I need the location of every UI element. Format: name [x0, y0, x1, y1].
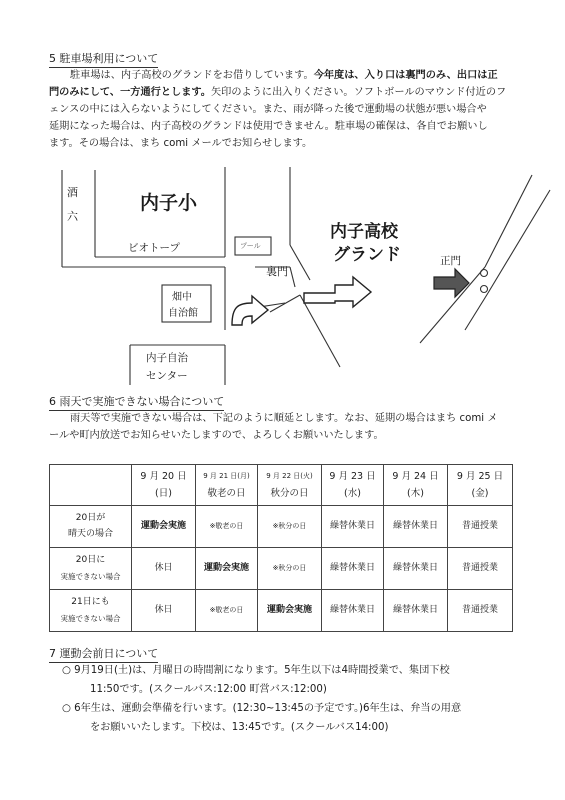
section5-heading: 5 駐車場利用について [49, 50, 158, 68]
table-cell: 繰替休業日 [322, 506, 384, 548]
entry-arrow [232, 296, 268, 325]
row-label-line1: 20日が [75, 513, 106, 523]
header-subtitle: 敬老の日 [207, 488, 246, 499]
map-label-ground-2: グランド [333, 245, 401, 265]
table-cell: 運動会実施 [132, 506, 196, 548]
schedule-table [49, 464, 513, 632]
section5-paragraph [49, 67, 514, 152]
table-cell: 繰替休業日 [322, 590, 384, 632]
map-label-main-gate: 正門 [440, 255, 461, 267]
row-label-line2: 実施できない場合 [60, 614, 121, 623]
bullet1-line2: 11:50です。(スクールバス:12:00 町営バス:12:00) [90, 684, 327, 695]
table-header-cell [322, 465, 384, 506]
table-cell: 休日 [132, 590, 196, 632]
map-label-ground-1: 内子高校 [330, 222, 398, 242]
header-date: 9 月 24 日 [392, 471, 439, 482]
table-header-cell [132, 465, 196, 506]
table-row [50, 590, 513, 632]
table-cell: ※敬老の日 [196, 590, 258, 632]
header-subtitle: (木) [407, 488, 424, 499]
para5-line1-bold: 今年度は、入り口は裏門のみ、出口は正 [313, 70, 498, 81]
map-label-sake1: 酒 [67, 186, 78, 199]
table-cell: ※秋分の日 [258, 506, 322, 548]
table-cell: 運動会実施 [196, 548, 258, 590]
header-subtitle: (水) [344, 488, 361, 499]
map-label-center-1: 内子自治 [146, 352, 188, 364]
table-row [50, 506, 513, 548]
table-header-row [50, 465, 513, 506]
para5-line1 [49, 67, 514, 84]
header-date: 9 月 25 日 [456, 471, 504, 482]
table-cell: 繰替休業日 [322, 548, 384, 590]
table-cell: 繰替休業日 [384, 506, 448, 548]
map-label-center-2: センター [146, 370, 188, 382]
map-label-biotope: ビオトープ [128, 242, 180, 254]
header-date: 9 月 20 日 [140, 471, 187, 482]
header-subtitle: 秋分の日 [270, 488, 309, 499]
row-label-line1: 21日にも [71, 597, 110, 607]
row-label-line2: 実施できない場合 [60, 572, 121, 581]
row-label-cell [50, 590, 132, 632]
bullet2-line2: をお願いいたします。下校は、13:45です。(スクールバス14:00) [90, 722, 389, 733]
table-cell: 普通授業 [448, 548, 513, 590]
bullet1-line1: ○ 9月19日(土)は、月曜日の時間割になります。5年生以下は4時間授業で、集団下校 [62, 665, 450, 676]
section6-heading: 6 雨天で実施できない場合について [49, 393, 224, 411]
row-label-line1: 20日に [75, 555, 106, 565]
table-cell: 普通授業 [448, 506, 513, 548]
header-subtitle: (金) [471, 488, 489, 499]
table-cell: 繰替休業日 [384, 548, 448, 590]
table-cell: 普通授業 [448, 590, 513, 632]
map-label-hatanaka-2: 自治館 [168, 308, 198, 319]
row-label-line2: 晴天の場合 [67, 529, 113, 539]
para5-line1-normal: 駐車場は、内子高校のグランドをお借りしています。 [70, 70, 314, 81]
header-date: 9 月 23 日 [329, 471, 376, 482]
para6-line2: ールや町内放送でお知らせいたしますので、よろしくお願いいたします。 [49, 430, 384, 441]
map-label-hatanaka-1: 畑中 [172, 292, 192, 303]
table-header-cell [448, 465, 513, 506]
table-cell: ※秋分の日 [258, 548, 322, 590]
para5-line2-bold: 門のみにして、一方通行とします。 [49, 87, 211, 98]
header-date: 9 月 22 日(火) [266, 472, 313, 480]
section7-heading: 7 運動会前日について [49, 645, 158, 663]
bullet2-line1: ○ 6年生は、運動会準備を行います。(12:30~13:45の予定です。)6年生は、弁当の用意 [62, 703, 462, 714]
section6-paragraph [49, 410, 517, 444]
table-header-cell [258, 465, 322, 506]
table-cell: 運動会実施 [258, 590, 322, 632]
table-header-cell [384, 465, 448, 506]
table-cell: 休日 [132, 548, 196, 590]
row-label-cell [50, 548, 132, 590]
para6-line1: 雨天等で実施できない場合は、下記のように順延とします。なお、延期の場合はまち comi メ [70, 413, 498, 424]
route-arrow [304, 277, 371, 307]
table-cell: 繰替休業日 [384, 590, 448, 632]
para5-line2-normal: 矢印のように出入りください。ソフトボールのマウンド付近のフ [210, 87, 507, 98]
map-label-pool: プール [240, 242, 261, 250]
table-row [50, 548, 513, 590]
para5-line5: ます。その場合は、まち comi メールでお知らせします。 [49, 138, 313, 149]
table-cell: ※敬老の日 [196, 506, 258, 548]
para5-line3: ェンスの中には入らないようにしてください。また、雨が降った後で運動場の状態が悪い場合や [49, 104, 487, 115]
para5-line4: 延期になった場合は、内子高校のグランドは使用できません。駐車場の確保は、各自でお願いし [49, 121, 488, 132]
para5-line2 [49, 84, 514, 101]
parking-map [0, 155, 565, 385]
map-label-sake2: 六 [67, 210, 78, 223]
map-label-elementary-school: 内子小 [140, 192, 198, 214]
row-label-cell [50, 506, 132, 548]
header-subtitle: (日) [155, 488, 172, 499]
table-header-cell [196, 465, 258, 506]
header-date: 9 月 21 日(月) [203, 472, 250, 480]
table-corner-cell [50, 465, 132, 506]
map-label-back-gate: 裏門 [266, 265, 288, 278]
exit-arrow [434, 269, 469, 297]
